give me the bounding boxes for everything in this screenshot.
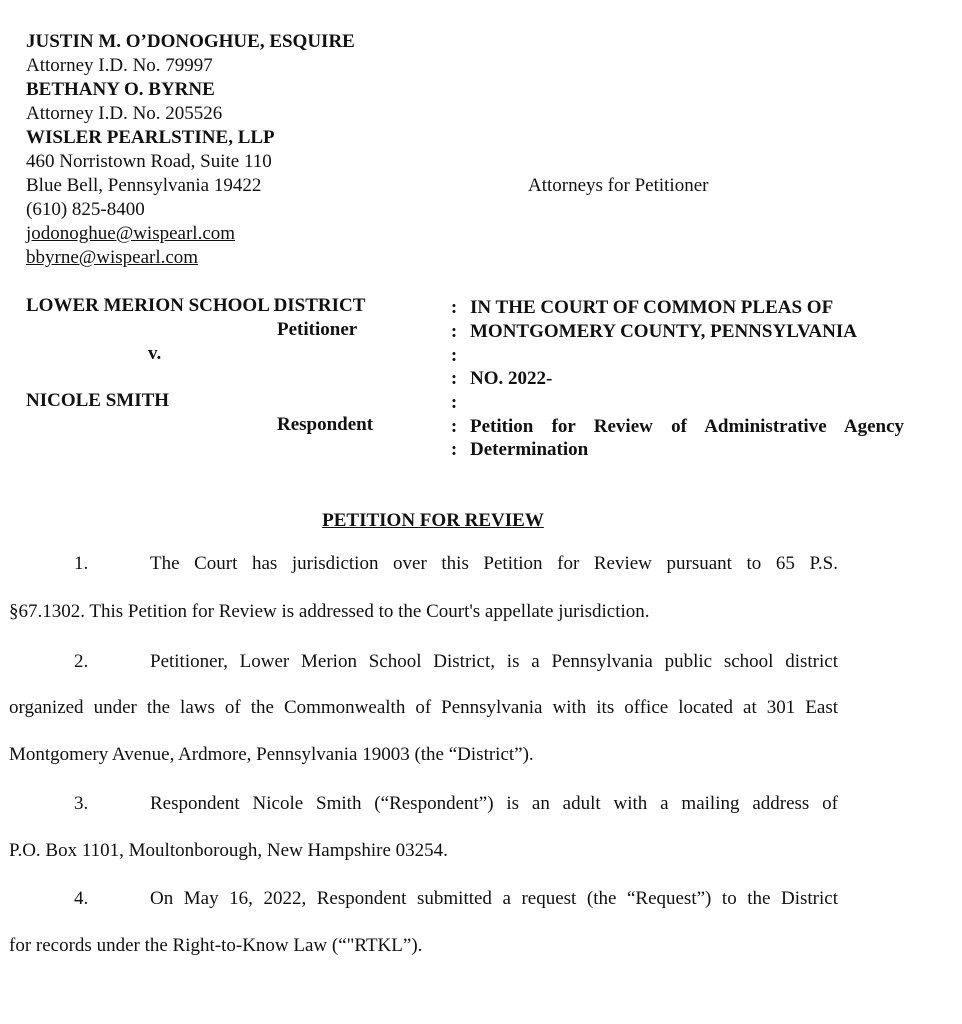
respondent-label: Respondent xyxy=(277,414,374,435)
paragraph-text-first-line: On May 16, 2022, Respondent submitted a request (the “Request”) to the District xyxy=(150,888,838,909)
paragraph-text: §67.1302. This Petition for Review is addressed to the Court's appellate jurisdiction. xyxy=(9,601,650,622)
document-type-line-2: Determination xyxy=(470,439,589,460)
caption-colon: : xyxy=(450,345,458,366)
email-link-2[interactable]: bbyrne@wispearl.com xyxy=(26,247,199,268)
attorney-id-2: Attorney I.D. No. 205526 xyxy=(26,103,223,124)
paragraph-text: for records under the Right-to-Know Law (“"RTKL”). xyxy=(9,935,423,956)
paragraph-text-first-line: Petitioner, Lower Merion School District, is a Pennsylvania public school district xyxy=(150,651,838,672)
paragraph-text-first-line: Respondent Nicole Smith (“Respondent”) is an adult with a mailing address of xyxy=(150,793,838,814)
attorney-name-2: BETHANY O. BYRNE xyxy=(26,79,215,100)
case-number: NO. 2022- xyxy=(470,368,553,389)
respondent-name: NICOLE SMITH xyxy=(26,390,170,411)
paragraph-number: 4. xyxy=(74,888,89,909)
firm-phone: (610) 825-8400 xyxy=(26,199,145,220)
attorney-name-1: JUSTIN M. O’DONOGHUE, ESQUIRE xyxy=(26,31,355,52)
paragraph-number: 2. xyxy=(74,651,89,672)
email-link-1[interactable]: jodonoghue@wispearl.com xyxy=(26,223,236,244)
firm-street-address: 460 Norristown Road, Suite 110 xyxy=(26,151,272,172)
firm-city-address: Blue Bell, Pennsylvania 19422 xyxy=(26,175,262,196)
petitioner-name: LOWER MERION SCHOOL DISTRICT xyxy=(26,295,366,316)
paragraph-text-first-line: The Court has jurisdiction over this Petition for Review pursuant to 65 P.S. xyxy=(150,553,838,574)
petitioner-label: Petitioner xyxy=(277,319,358,340)
caption-colon: : xyxy=(450,321,458,342)
court-name-line-2: MONTGOMERY COUNTY, PENNSYLVANIA xyxy=(470,321,857,342)
court-name-line-1: IN THE COURT OF COMMON PLEAS OF xyxy=(470,297,834,318)
caption-colon: : xyxy=(450,368,458,389)
paragraph-number: 3. xyxy=(74,793,89,814)
caption-colon: : xyxy=(450,392,458,413)
law-firm-name: WISLER PEARLSTINE, LLP xyxy=(26,127,275,148)
caption-colon: : xyxy=(450,416,458,437)
versus-label: v. xyxy=(148,343,162,364)
attorney-role: Attorneys for Petitioner xyxy=(528,175,709,196)
paragraph-text: Montgomery Avenue, Ardmore, Pennsylvania 19003 (the “District”). xyxy=(9,744,534,765)
caption-colon: : xyxy=(450,297,458,318)
paragraph-number: 1. xyxy=(74,553,89,574)
document-type-line-1: Petition for Review of Administrative Agency xyxy=(470,416,904,437)
paragraph-text: organized under the laws of the Commonwealth of Pennsylvania with its office located at 301 East xyxy=(9,697,838,718)
paragraph-text: P.O. Box 1101, Moultonborough, New Hampshire 03254. xyxy=(9,840,448,861)
document-title: PETITION FOR REVIEW xyxy=(322,510,544,531)
attorney-id-1: Attorney I.D. No. 79997 xyxy=(26,55,213,76)
caption-colon: : xyxy=(450,439,458,460)
